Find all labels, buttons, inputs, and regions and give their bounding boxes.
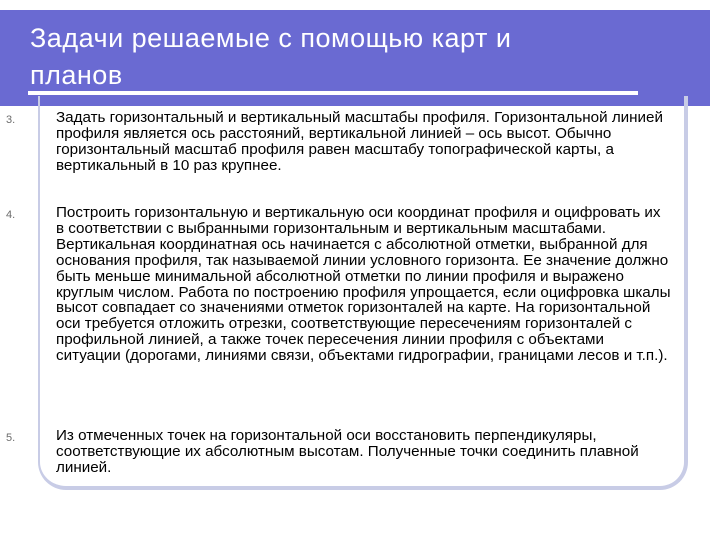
list-item-text: Из отмеченных точек на горизонтальной оси восстановить перпендикуляры, соответствующие их абсолютным высотам. Полученные точки соединить плавной линией. — [56, 427, 639, 476]
numbered-list — [0, 110, 700, 476]
slide-title — [30, 20, 630, 94]
header-accent-block — [680, 10, 710, 106]
list-item-text: Построить горизонтальную и вертикальную оси координат профиля и оцифровать их в соответствии с выбранными горизонтальным и вертикальным масштабами. Вертикальная координатная ось начинается с абсолютной отметки, выбранной для основания профиля, так называемой линии условного горизонта. Ее значение должно быть меньше минимальной абсолютной отметки по линии профиля и выражено круглым числом. Работа по построению профиля упрощается, если оцифровка шкалы высот совпадает со значениями отметок горизонталей на карте. На горизонтальной оси требуется отложить отрезки, соответствующие пересечениям горизонталей с профильной линией, а также точек пересечения линии профиля с объектами ситуации (дорогами, линиями связи, объектами гидрографии, границами лесов и т.п.). — [56, 204, 671, 365]
list-item-text: Задать горизонтальный и вертикальный масштабы профиля. Горизонтальной линией профиля является ось расстояний, вертикальной линией – ось высот. Обычно горизонтальный масштаб профиля равен масштабу топографической карты, а вертикальный в 10 раз крупнее. — [56, 109, 663, 174]
list-item-number: 4. — [6, 209, 16, 221]
title-underline — [28, 91, 638, 95]
slide-title-line-2: планов — [30, 60, 123, 90]
list-item — [0, 110, 700, 205]
list-item-number: 5. — [6, 432, 16, 444]
list-item — [0, 428, 700, 476]
slide-title-line-1: Задачи решаемые с помощью карт и — [30, 23, 512, 53]
list-item-number: 3. — [6, 114, 16, 126]
list-item — [0, 205, 700, 428]
